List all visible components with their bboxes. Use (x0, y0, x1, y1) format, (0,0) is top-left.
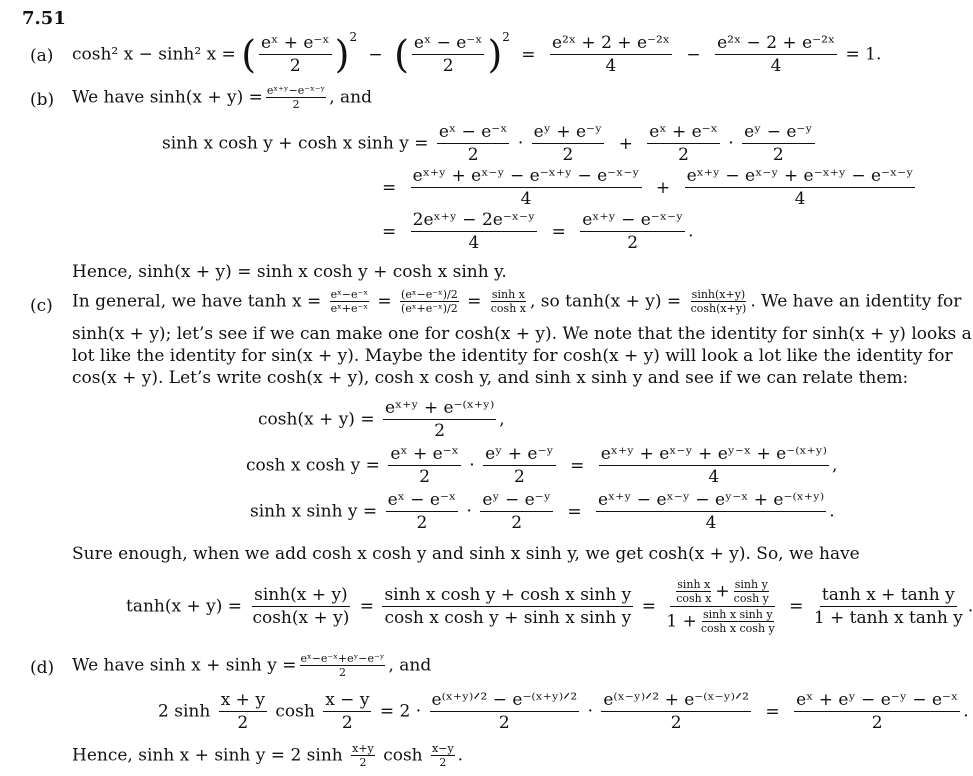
part-b-lhs: sinh x cosh y + cosh x sinh y = (162, 133, 429, 154)
part-b-intro-frac: $\frac{\text{eˣ⁺ʸ−e⁻ˣ⁻ʸ}}{2}$ (266, 84, 326, 111)
part-c-tanh-equation: tanh(x + y) = $\frac{\sinh(x + y)}{\cosh(x + y)}$ = $\frac{\text{sinh x cosh y + cosh x sinh y}}{\text{cosh x cosh y + sinh x sinh y}}$ = $\frac{\text{sinh x}}{\text{cosh x}}$ + $\frac{\text{sinh y}}{\text{cosh y}}$ 1 + $\frac{\text{sinh x sinh y}}{\text{cosh x cosh y}}$ = $\frac{\text{tanh x + tanh y}}{\text{1 + tanh x tanh y}}$ . (126, 578, 973, 635)
part-b-line-1: sinh x cosh y + cosh x sinh y = $\frac{\text{eˣ − e⁻ˣ}}{2}$ · $\frac{\text{eʸ + e⁻ʸ}}{2}$ + $\frac{\text{eˣ + e⁻ˣ}}{2}$ · $\frac{\text{eʸ − e⁻ʸ}}{2}$ (162, 122, 813, 165)
part-c-text-3: lot like the identity for sin(x + y). Maybe the identity for cosh(x + y) will look a lot like the identity for (72, 346, 953, 366)
part-c-text-5: Sure enough, when we add cosh x cosh y and sinh x sinh y, we get cosh(x + y). So, we have (72, 544, 860, 564)
part-d-intro: We have sinh x + sinh y = $\frac{\text{eˣ−e⁻ˣ+eʸ−e⁻ʸ}}{2}$ , and (72, 652, 432, 679)
part-c-label: (c) (30, 296, 53, 316)
part-a-frac-2: $\frac{\text{eˣ − e⁻ˣ}}{2}$ (413, 33, 483, 76)
part-c-eq-cosh-sum: cosh(x + y) = $\frac{\text{eˣ⁺ʸ + e⁻⁽ˣ⁺ʸ⁾}}{2}$ , (258, 398, 505, 441)
part-a-frac-1: $\frac{\text{eˣ + e⁻ˣ}}{2}$ (261, 33, 330, 76)
part-a-label: (a) (30, 46, 54, 66)
part-c-eq-cosh-product: cosh x cosh y = $\frac{\text{eˣ + e⁻ˣ}}{2}$ · $\frac{\text{eʸ + e⁻ʸ}}{2}$ = $\frac{\text{eˣ⁺ʸ + eˣ⁻ʸ + eʸ⁻ˣ + e⁻⁽ˣ⁺ʸ⁾}}{4}$ , (246, 444, 838, 487)
part-a-equation: cosh² x − sinh² x = ( $\frac{\text{eˣ + e⁻ˣ}}{2}$ )$^2$ − ( $\frac{\text{eˣ − e⁻ˣ}}{2}$ )$^2$ = $\frac{\text{e²ˣ + 2 + e⁻²ˣ}}{4}$ − $\frac{\text{e²ˣ − 2 + e⁻²ˣ}}{4}$ = 1. (72, 30, 882, 77)
part-b-intro: We have sinh(x + y) = $\frac{\text{eˣ⁺ʸ−e⁻ˣ⁻ʸ}}{2}$ , and (72, 84, 372, 111)
part-b-line-3: = $\frac{\text{2eˣ⁺ʸ − 2e⁻ˣ⁻ʸ}}{4}$ = $\frac{\text{eˣ⁺ʸ − e⁻ˣ⁻ʸ}}{2}$ . (382, 210, 694, 253)
part-c-tanh-compound-frac: $\frac{\text{sinh x}}{\text{cosh x}}$ + $\frac{\text{sinh y}}{\text{cosh y}}$ 1 + $\frac{\text{sinh x sinh y}}{\text{cosh x cosh y}}$ (666, 578, 775, 635)
part-a-frac-3: $\frac{\text{e²ˣ + 2 + e⁻²ˣ}}{4}$ (551, 33, 670, 76)
part-b-conclusion: Hence, sinh(x + y) = sinh x cosh y + cosh x sinh y. (72, 262, 507, 282)
part-c-text-2: sinh(x + y); let’s see if we can make one for cosh(x + y). We note that the identity for sinh(x + y) looks a (72, 324, 972, 344)
part-b-line-2: = $\frac{\text{eˣ⁺ʸ + eˣ⁻ʸ − e⁻ˣ⁺ʸ − e⁻ˣ⁻ʸ}}{4}$ + $\frac{\text{eˣ⁺ʸ − eˣ⁻ʸ + e⁻ˣ⁺ʸ − e⁻ˣ⁻ʸ}}{4}$ (382, 166, 914, 209)
part-a-frac-4: $\frac{\text{e²ˣ − 2 + e⁻²ˣ}}{4}$ (717, 33, 836, 76)
part-c-line-1: In general, we have tanh x = $\frac{\text{eˣ−e⁻ˣ}}{\text{eˣ+e⁻ˣ}}$ = $\frac{\text{(eˣ−e⁻ˣ)/2}}{\text{(eˣ+e⁻ˣ)/2}}$ = $\frac{\text{sinh x}}{\text{cosh x}}$ , so tanh(x + y) = $\frac{\sinh(x+y)}{\cosh(x+y)}$ . We have an identity for (72, 288, 962, 315)
part-a-result: = 1. (845, 44, 882, 65)
problem-number: 7.51 (22, 8, 66, 29)
part-a-lhs: cosh² x − sinh² x = (72, 44, 236, 65)
part-d-label: (d) (30, 658, 55, 678)
part-b-label: (b) (30, 90, 55, 110)
part-c-text-4: cos(x + y). Let’s write cosh(x + y), cosh x cosh y, and sinh x sinh y and see if we can relate them: (72, 368, 909, 388)
part-d-conclusion: Hence, sinh x + sinh y = 2 sinh $\frac{x+y}{2}$ cosh $\frac{x-y}{2}$ . (72, 742, 464, 769)
part-d-equation: 2 sinh $\frac{x + y}{2}$ cosh $\frac{x - y}{2}$ = 2 · $\frac{\text{e⁽ˣ⁺ʸ⁾ᐟ² − e⁻⁽ˣ⁺ʸ⁾ᐟ²}}{2}$ · $\frac{\text{e⁽ˣ⁻ʸ⁾ᐟ² + e⁻⁽ˣ⁻ʸ⁾ᐟ²}}{2}$ = $\frac{\text{eˣ + eʸ − e⁻ʸ − e⁻ˣ}}{2}$ . (158, 690, 969, 733)
part-c-eq-sinh-product: sinh x sinh y = $\frac{\text{eˣ − e⁻ˣ}}{2}$ · $\frac{\text{eʸ − e⁻ʸ}}{2}$ = $\frac{\text{eˣ⁺ʸ − eˣ⁻ʸ − eʸ⁻ˣ + e⁻⁽ˣ⁺ʸ⁾}}{4}$ . (250, 490, 835, 533)
